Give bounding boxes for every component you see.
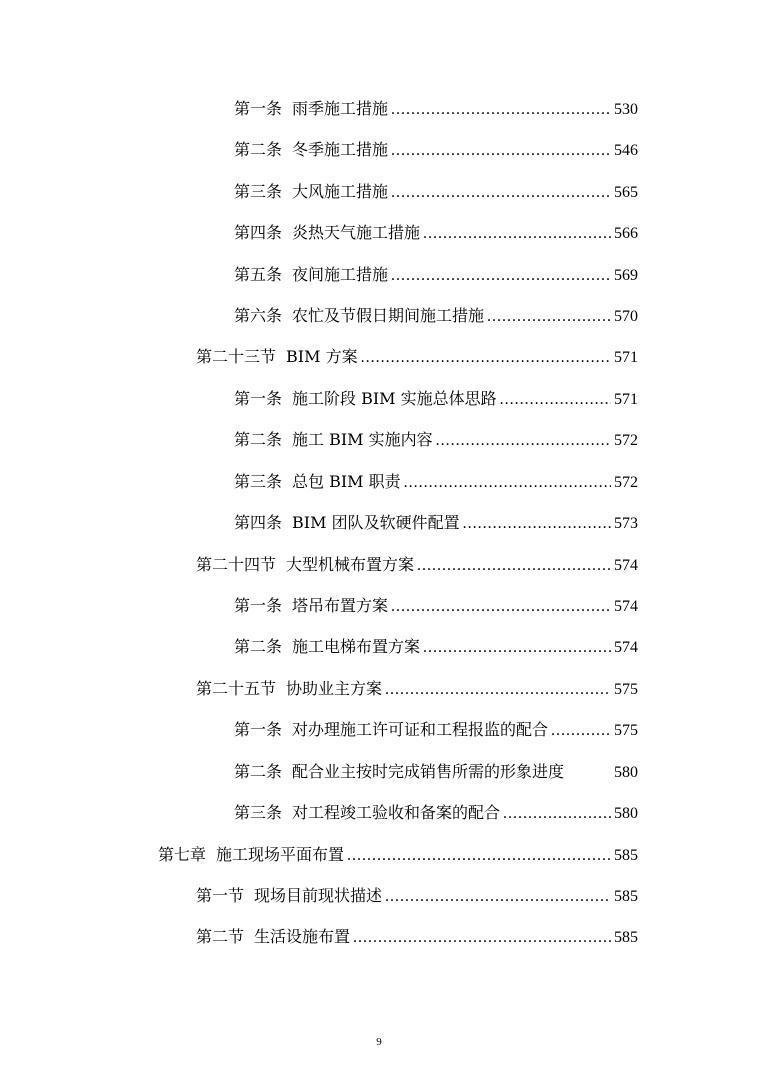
toc-entry-page: 546 xyxy=(614,142,638,159)
toc-entry-page: 572 xyxy=(614,432,638,449)
toc-entry-number: 第二条 xyxy=(234,637,283,656)
toc-entry-page: 530 xyxy=(614,101,638,118)
toc-entry[interactable] xyxy=(234,387,638,411)
toc-entry-number: 第二条 xyxy=(234,762,283,781)
toc-entry-number: 第一条 xyxy=(234,389,283,408)
toc-entry[interactable] xyxy=(234,428,638,452)
toc-entry[interactable] xyxy=(234,97,638,121)
toc-entry-title: 雨季施工措施 xyxy=(292,99,389,118)
toc-entry-title: BIM 团队及软硬件配置 xyxy=(292,513,460,532)
toc-dot-leader xyxy=(385,678,611,702)
toc-entry-number: 第三条 xyxy=(234,472,283,491)
toc-entry-title: 大型机械布置方案 xyxy=(286,555,415,574)
toc-entry[interactable] xyxy=(196,925,638,949)
toc-entry-title: 对工程竣工验收和备案的配合 xyxy=(292,803,501,822)
toc-entry-title: 生活设施布置 xyxy=(254,927,351,946)
toc-entry-title: 炎热天气施工措施 xyxy=(292,223,421,242)
toc-entry-number: 第二十五节 xyxy=(196,679,277,698)
toc-dot-leader xyxy=(551,719,611,743)
toc-entry-page: 571 xyxy=(614,391,638,408)
toc-entry[interactable] xyxy=(234,221,638,245)
toc-entry-page: 573 xyxy=(614,515,638,532)
toc-entry[interactable] xyxy=(234,511,638,535)
toc-entry-title: 对办理施工许可证和工程报监的配合 xyxy=(292,720,549,739)
toc-entry-title: 大风施工措施 xyxy=(292,182,389,201)
toc-entry[interactable] xyxy=(196,553,638,577)
page-number: 9 xyxy=(376,1036,382,1048)
toc-dot-leader xyxy=(503,802,611,826)
toc-dot-leader xyxy=(361,346,611,370)
toc-entry-number: 第四条 xyxy=(234,513,283,532)
toc-entry[interactable] xyxy=(196,677,638,701)
toc-entry-page: 574 xyxy=(614,557,638,574)
toc-entry-title: 施工 BIM 实施内容 xyxy=(292,430,433,449)
toc-entry-title: 冬季施工措施 xyxy=(292,140,389,159)
toc-entry[interactable] xyxy=(234,718,638,742)
toc-entry-page: 566 xyxy=(614,225,638,242)
toc-entry[interactable] xyxy=(234,470,638,494)
toc-entry-page: 580 xyxy=(614,805,638,822)
toc-entry[interactable] xyxy=(196,884,638,908)
toc-entry-title: 夜间施工措施 xyxy=(292,265,389,284)
toc-entry-number: 第二节 xyxy=(196,927,245,946)
toc-entry-title: 协助业主方案 xyxy=(286,679,383,698)
toc-entry-page: 572 xyxy=(614,474,638,491)
toc-entry[interactable] xyxy=(158,843,638,867)
toc-dot-leader xyxy=(500,388,611,412)
toc-dot-leader xyxy=(385,885,611,909)
toc-entry[interactable] xyxy=(234,138,638,162)
toc-entry-page: 585 xyxy=(614,847,638,864)
toc-entry-title: 农忙及节假日期间施工措施 xyxy=(292,306,485,325)
toc-entry[interactable] xyxy=(234,594,638,618)
toc-entry-title: 施工阶段 BIM 实施总体思路 xyxy=(292,389,497,408)
toc-entry-page: 585 xyxy=(614,929,638,946)
toc-dot-leader xyxy=(353,926,611,950)
toc-entry-page: 571 xyxy=(614,349,638,366)
toc-dot-leader xyxy=(487,305,611,329)
toc-dot-leader xyxy=(423,222,611,246)
toc-entry-title: 施工电梯布置方案 xyxy=(292,637,421,656)
toc-dot-leader xyxy=(404,471,611,495)
toc-dot-leader xyxy=(391,595,611,619)
toc-entry[interactable] xyxy=(234,304,638,328)
toc-entry-number: 第一条 xyxy=(234,720,283,739)
toc-entry[interactable] xyxy=(234,760,638,784)
toc-entry-page: 569 xyxy=(614,267,638,284)
toc-entry[interactable] xyxy=(234,180,638,204)
toc-entry-title: 总包 BIM 职责 xyxy=(292,472,401,491)
toc-entry-page: 574 xyxy=(614,598,638,615)
toc-entry-title: 塔吊布置方案 xyxy=(292,596,389,615)
toc-entry-number: 第三条 xyxy=(234,182,283,201)
toc-entry-page: 585 xyxy=(614,888,638,905)
toc-entry[interactable] xyxy=(234,263,638,287)
toc-entry[interactable] xyxy=(196,345,638,369)
toc-entry[interactable] xyxy=(234,801,638,825)
toc-entry-number: 第二十四节 xyxy=(196,555,277,574)
toc-entry-number: 第二条 xyxy=(234,140,283,159)
toc-entry-title: 现场目前现状描述 xyxy=(254,886,383,905)
toc-entry-number: 第三条 xyxy=(234,803,283,822)
toc-dot-leader xyxy=(417,554,611,578)
toc-entry-title: 配合业主按时完成销售所需的形象进度 xyxy=(292,762,565,781)
toc-entry-number: 第六条 xyxy=(234,306,283,325)
toc-dot-leader xyxy=(391,98,611,122)
toc-dot-leader xyxy=(391,181,611,205)
toc-entry[interactable] xyxy=(234,635,638,659)
toc-entry-number: 第一条 xyxy=(234,99,283,118)
toc-entry-page: 575 xyxy=(614,681,638,698)
toc-dot-leader xyxy=(391,139,611,163)
toc-entry-title: 施工现场平面布置 xyxy=(216,845,345,864)
toc-entry-page: 574 xyxy=(614,639,638,656)
toc-dot-leader xyxy=(436,429,611,453)
toc-entry-page: 565 xyxy=(614,184,638,201)
toc-dot-leader xyxy=(391,264,611,288)
toc-entry-number: 第五条 xyxy=(234,265,283,284)
toc-entry-number: 第二条 xyxy=(234,430,283,449)
toc-entry-page: 575 xyxy=(614,722,638,739)
toc-entry-number: 第一节 xyxy=(196,886,245,905)
toc-dot-leader xyxy=(463,512,611,536)
toc-entry-number: 第一条 xyxy=(234,596,283,615)
toc-entry-page: 580 xyxy=(614,764,638,781)
toc-entry-page: 570 xyxy=(614,308,638,325)
toc-dot-leader xyxy=(347,844,611,868)
toc-entry-number: 第七章 xyxy=(158,845,207,864)
toc-entry-title: BIM 方案 xyxy=(286,347,358,366)
toc-entry-number: 第四条 xyxy=(234,223,283,242)
toc-entry-number: 第二十三节 xyxy=(196,347,277,366)
toc-dot-leader xyxy=(423,636,611,660)
